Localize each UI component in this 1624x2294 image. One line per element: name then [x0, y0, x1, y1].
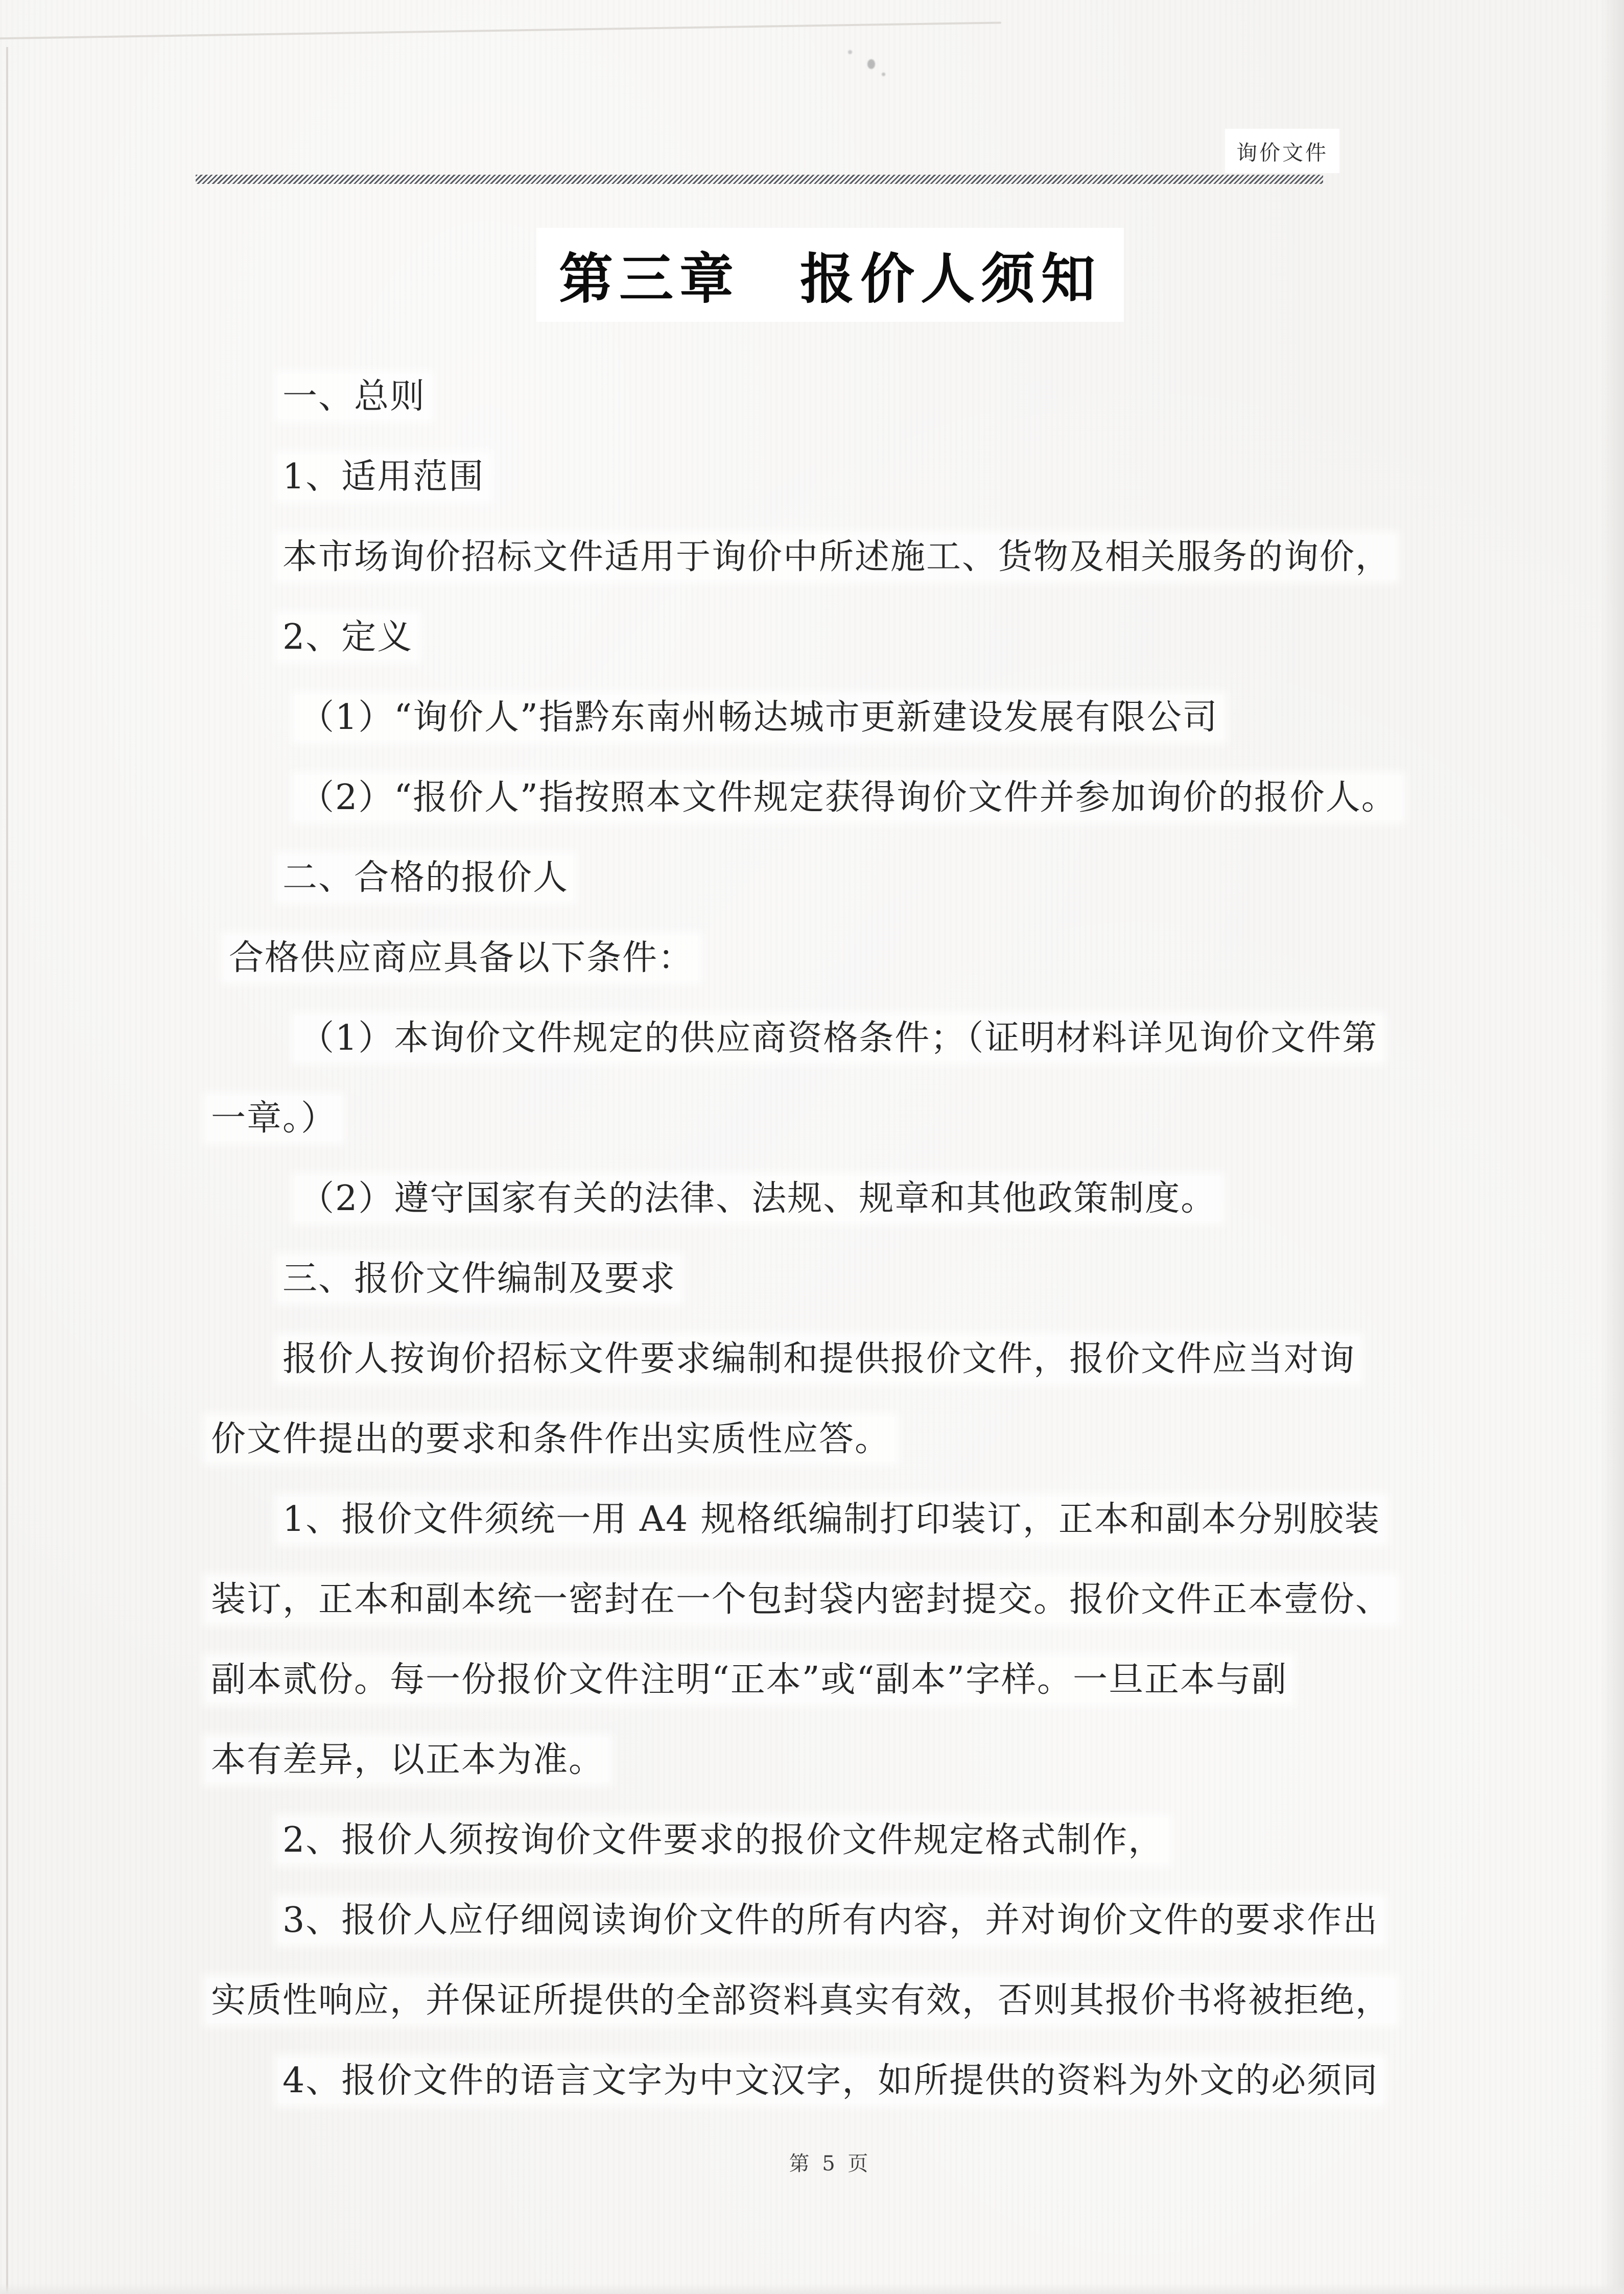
body-line-text: 3、报价人应仔细阅读询价文件的所有内容，并对询价文件的要求作出 [278, 1898, 1382, 1943]
body-line-text: 三、报价文件编制及要求 [278, 1257, 680, 1301]
scan-artifact-top-edge [0, 21, 1001, 39]
body-line [0, 1319, 1624, 1399]
page-number: 第 5 页 [789, 2152, 872, 2175]
body-line [0, 1880, 1624, 1960]
body-line-text: 报价人按询价招标文件要求编制和提供报价文件，报价文件应当对询 [278, 1337, 1359, 1381]
body-line [0, 1559, 1624, 1640]
scan-speck [848, 50, 852, 54]
body-line [0, 998, 1624, 1078]
document-body [0, 357, 1624, 2121]
body-line [0, 758, 1624, 838]
body-line-text: 2、报价人须按询价文件要求的报价文件规定格式制作， [278, 1818, 1168, 1862]
body-line [0, 1479, 1624, 1559]
decorative-hatch-rule [196, 175, 1323, 184]
body-line-text: 副本贰份。每一份报价文件注明“正本”或“副本”字样。一旦正本与副 [207, 1658, 1291, 1702]
body-line-text: 合格供应商应具备以下条件： [225, 936, 698, 980]
body-line [0, 597, 1624, 677]
body-line [0, 838, 1624, 918]
body-line [0, 2041, 1624, 2121]
body-line-text: 2、定义 [278, 615, 417, 659]
body-line [0, 1640, 1624, 1720]
page-header-text: 询价文件 [1225, 129, 1339, 173]
body-line [0, 1960, 1624, 2041]
body-line [0, 1158, 1624, 1239]
body-line [0, 1078, 1624, 1158]
body-line-text: 本市场询价招标文件适用于询价中所述施工、货物及相关服务的询价， [278, 535, 1395, 579]
body-line [0, 1239, 1624, 1319]
body-line [0, 918, 1624, 998]
body-line-text: 二、合格的报价人 [278, 856, 573, 900]
body-line-text: 一、总则 [278, 374, 430, 419]
chapter-title: 第三章 报价人须知 [536, 228, 1124, 322]
body-line-text: 价文件提出的要求和条件作出实质性应答。 [207, 1417, 895, 1461]
body-line [0, 517, 1624, 597]
body-line-text: （2）遵守国家有关的法律、法规、规章和其他政策制度。 [295, 1176, 1220, 1221]
body-line-text: 本有差异，以正本为准。 [207, 1738, 608, 1782]
chapter-title-row [199, 228, 1461, 322]
body-line-text: （1）“询价人”指黔东南州畅达城市更新建设发展有限公司 [295, 695, 1222, 740]
body-line-text: 4、报价文件的语言文字为中文汉字，如所提供的资料为外文的必须同 [278, 2059, 1382, 2103]
body-line [0, 1399, 1624, 1479]
scan-speck [882, 73, 885, 76]
body-line-text: 一章。） [207, 1096, 341, 1141]
body-line [0, 677, 1624, 758]
scan-artifact-bottom-edge [0, 2284, 1624, 2294]
body-line-text: 1、适用范围 [278, 455, 488, 499]
body-line [0, 1720, 1624, 1800]
body-line-text: 装订，正本和副本统一密封在一个包封袋内密封提交。报价文件正本壹份、 [207, 1577, 1395, 1622]
body-line [0, 437, 1624, 517]
body-line-text: （2）“报价人”指按照本文件规定获得询价文件并参加询价的报价人。 [295, 775, 1401, 820]
body-line [0, 357, 1624, 437]
body-line-text: 实质性响应，并保证所提供的全部资料真实有效，否则其报价书将被拒绝， [207, 1978, 1395, 2023]
body-line-text: （1）本询价文件规定的供应商资格条件；（证明材料详见询价文件第 [295, 1016, 1382, 1060]
scan-speck [867, 59, 875, 69]
body-line [0, 1800, 1624, 1880]
page-header-label [1225, 129, 1339, 173]
body-line-text: 1、报价文件须统一用 A4 规格纸编制打印装订，正本和副本分别胶装 [278, 1497, 1384, 1542]
